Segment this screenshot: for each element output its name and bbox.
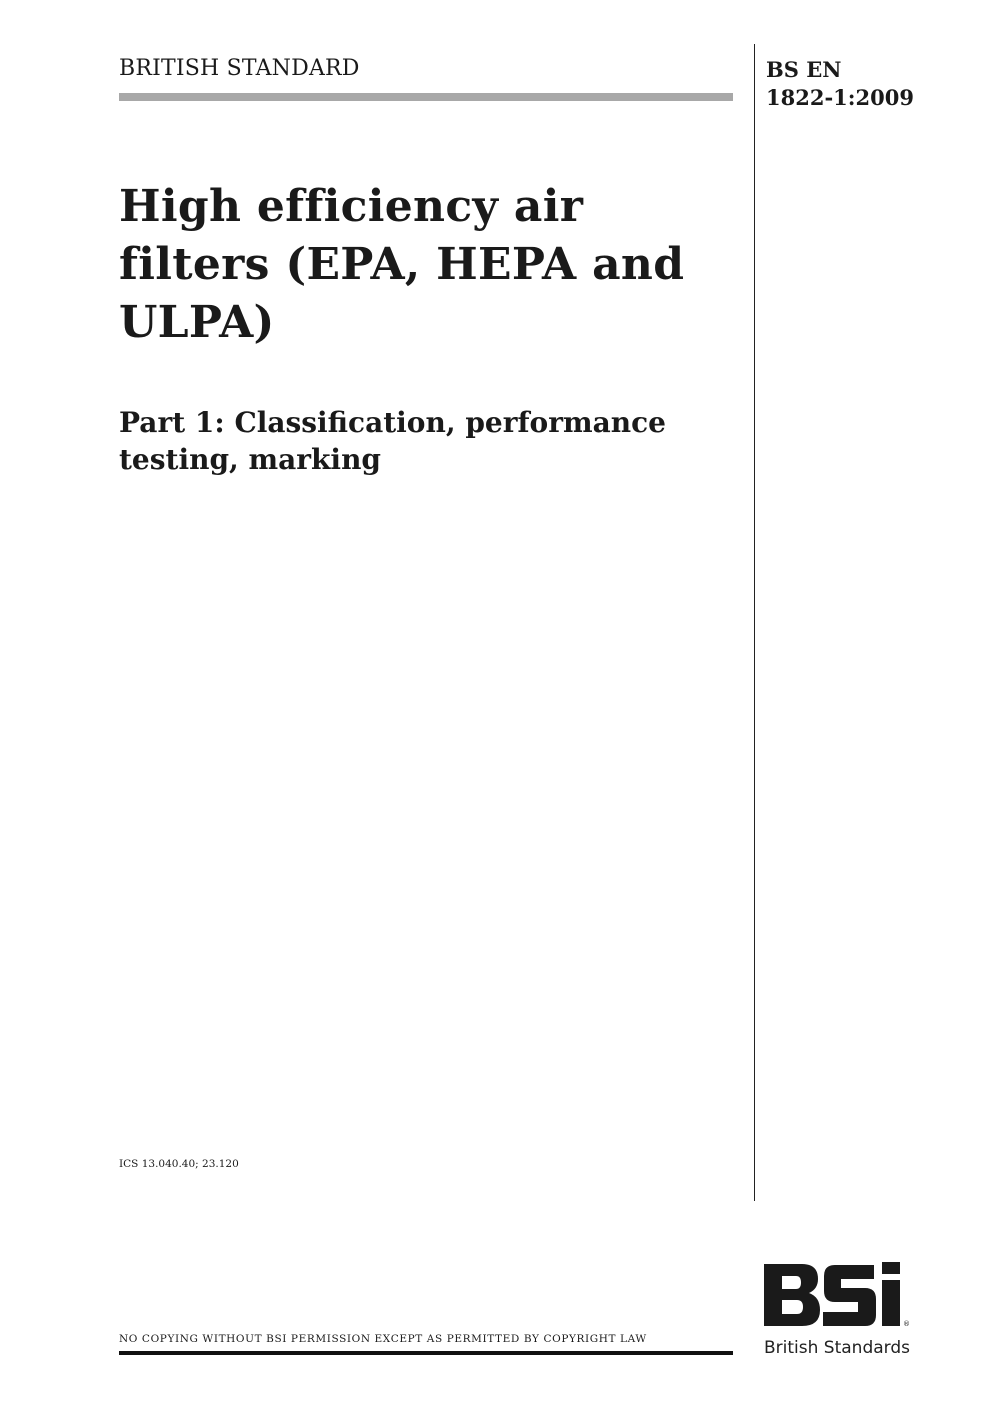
title-line-1: High efficiency air <box>119 181 584 232</box>
title-line-2: filters (EPA, HEPA and <box>119 239 685 290</box>
side-rule <box>754 44 755 1201</box>
registered-mark: ® <box>903 1320 910 1328</box>
standard-code-line2: 1822-1:2009 <box>766 85 914 110</box>
footer-rule <box>119 1351 733 1355</box>
standard-code-line1: BS EN <box>766 57 842 82</box>
subtitle-line-1: Part 1: Classification, performance <box>119 406 666 439</box>
bsi-logo-mark <box>764 1262 900 1326</box>
bsi-logo <box>764 1262 932 1328</box>
title-line-3: ULPA) <box>119 297 275 348</box>
document-title <box>119 178 749 352</box>
header-rule <box>119 93 733 101</box>
subtitle-line-2: testing, marking <box>119 443 382 476</box>
header-label: BRITISH STANDARD <box>119 56 360 81</box>
standard-number <box>766 56 914 112</box>
copyright-notice: NO COPYING WITHOUT BSI PERMISSION EXCEPT AS PERMITTED BY COPYRIGHT LAW <box>119 1333 647 1345</box>
document-subtitle <box>119 404 739 478</box>
logo-caption: British Standards <box>764 1338 910 1358</box>
ics-code: ICS 13.040.40; 23.120 <box>119 1158 239 1170</box>
